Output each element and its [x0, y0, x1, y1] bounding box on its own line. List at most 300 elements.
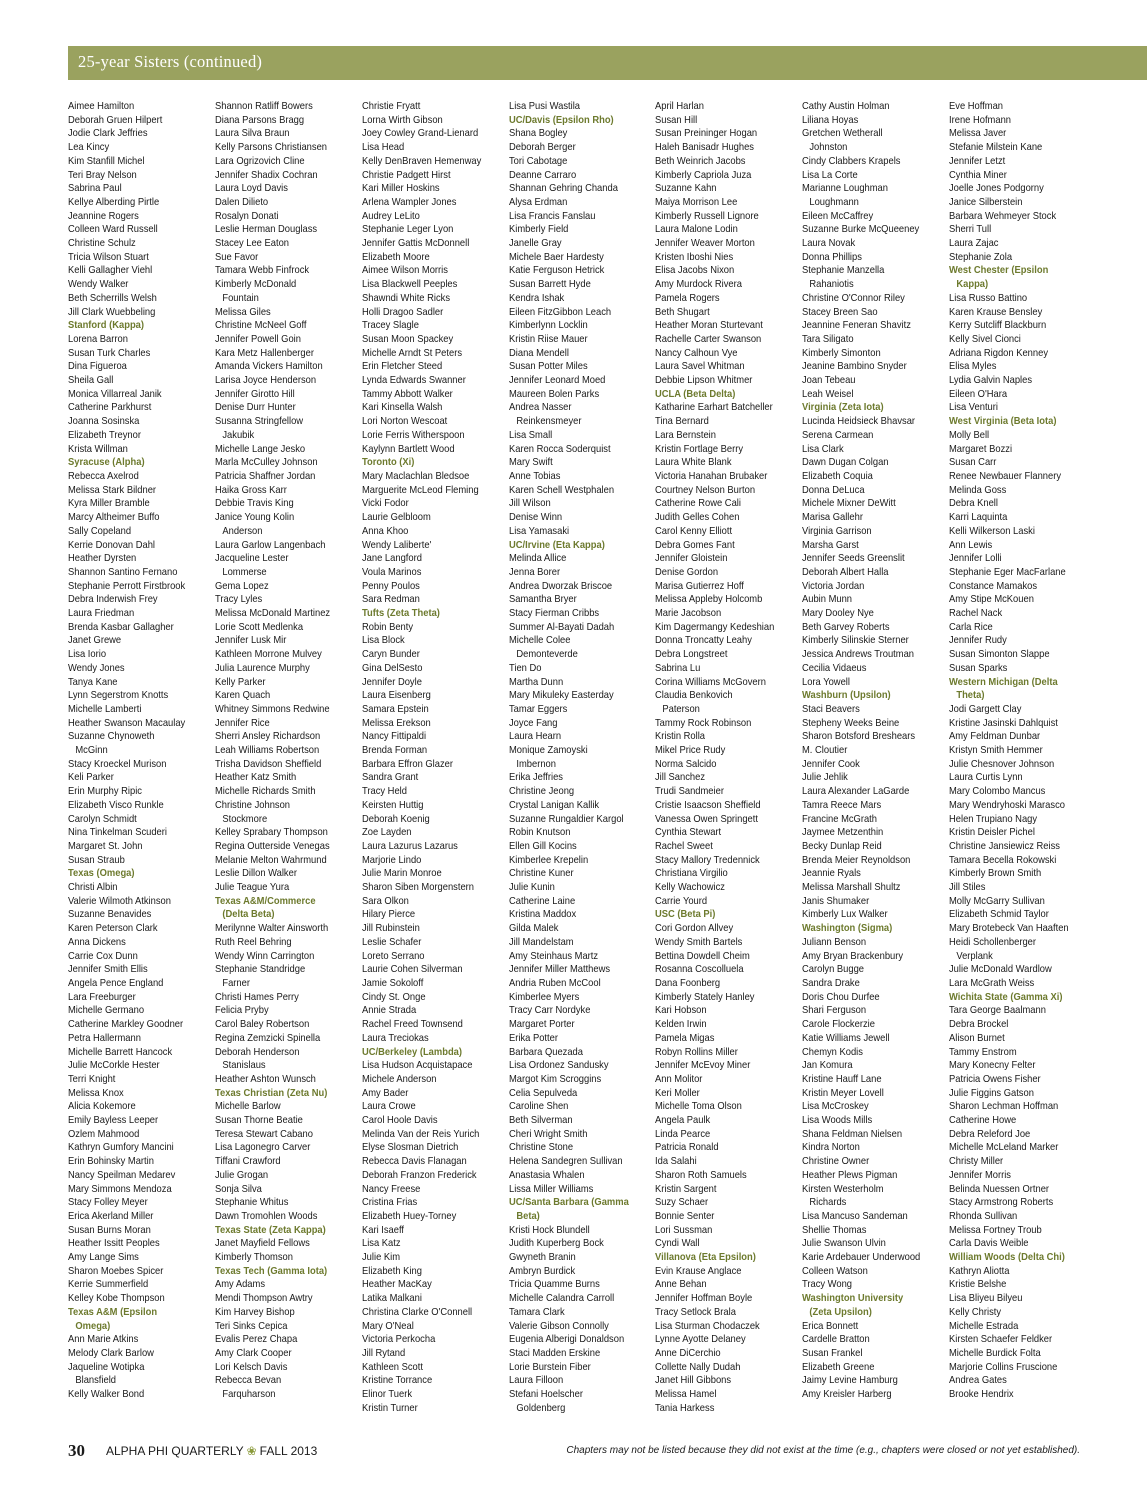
- chapter-heading: Virginia (Zeta Iota): [802, 402, 884, 414]
- sister-name: Melissa Stark Bildner: [68, 484, 157, 496]
- sister-name: Ruth Reel Behring: [215, 936, 292, 948]
- sister-name: Carol Hoole Davis: [362, 1115, 438, 1127]
- sister-name: Elizabeth King: [362, 1265, 422, 1277]
- sister-name: Marsha Garst: [802, 539, 859, 551]
- sister-name: Suzanne Benavides: [68, 909, 152, 921]
- chapter-heading: Kappa): [956, 279, 989, 291]
- sister-name: Rachel Nack: [949, 608, 1003, 620]
- sister-name: Holli Dragoo Sadler: [362, 306, 444, 318]
- sister-name: Jennifer Doyle: [362, 676, 422, 688]
- chapter-heading: Texas Christian (Zeta Nu): [215, 1087, 328, 1099]
- sister-name: Deborah Berger: [509, 142, 576, 154]
- sister-name: Stephanie Whitus: [215, 1197, 289, 1209]
- sister-name: Virginia Garrison: [802, 525, 872, 537]
- sister-name: Laura Treciokas: [362, 1032, 429, 1044]
- sister-name: Cori Gordon Allvey: [655, 923, 734, 935]
- sister-name: Leslie Herman Douglass: [215, 224, 318, 236]
- sister-name: Jane Langford: [362, 553, 422, 565]
- sister-name: Suzanne Kahn: [655, 183, 717, 195]
- sister-name: Barbara Effron Glazer: [362, 758, 453, 770]
- sister-name: Beth Shugart: [655, 306, 710, 318]
- sister-name: Cardelle Bratton: [802, 1334, 870, 1346]
- sister-name: Ambryn Burdick: [509, 1265, 576, 1277]
- sister-name: Wendy Smith Bartels: [655, 936, 743, 948]
- sister-name: Suzanne Rungaldier Kargol: [509, 813, 624, 825]
- list-column-3: [362, 100, 494, 1416]
- chapter-heading: Washburn (Upsilon): [802, 690, 891, 702]
- sister-name: Emily Bayless Leeper: [68, 1115, 159, 1127]
- sister-name: Christine Jeong: [509, 786, 575, 798]
- sister-name: Elizabeth Schmid Taylor: [949, 909, 1049, 921]
- sister-name: Kerry Sutcliff Blackburn: [949, 320, 1047, 332]
- chapter-heading: Washington (Sigma): [802, 923, 893, 935]
- sister-name: Lori Norton Wescoat: [362, 416, 448, 428]
- sister-name: Stockmore: [222, 813, 268, 825]
- sister-name: Trisha Davidson Sheffield: [215, 758, 322, 770]
- sister-name: Kaylynn Bartlett Wood: [362, 443, 455, 455]
- sister-name: Michele Anderson: [362, 1073, 437, 1085]
- sister-name: Kelly Walker Bond: [68, 1389, 145, 1401]
- sister-name: Kathryn Aliotta: [949, 1265, 1010, 1277]
- sister-name: Christine Stone: [509, 1142, 574, 1154]
- sister-name: Lisa La Corte: [802, 169, 858, 181]
- sister-name: Joan Tebeau: [802, 375, 856, 387]
- sister-name: Joanna Sosinska: [68, 416, 140, 428]
- sister-name: Stephanie Leger Lyon: [362, 224, 454, 236]
- sister-name: Julie Jehlik: [802, 772, 848, 784]
- sister-name: Janet Mayfield Fellows: [215, 1238, 310, 1250]
- issue-label: FALL 2013: [259, 1444, 318, 1458]
- sister-name: Ozlem Mahmood: [68, 1128, 140, 1140]
- chapter-heading: Omega): [75, 1320, 111, 1332]
- sister-name: Jill Stiles: [949, 882, 986, 894]
- sister-name: Margaret St. John: [68, 840, 143, 852]
- sister-name: Heather Ashton Wunsch: [215, 1073, 316, 1085]
- sister-name: Julie Teague Yura: [215, 882, 290, 894]
- sister-name: Jill Clark Wuebbeling: [68, 306, 156, 318]
- sister-name: Lynda Edwards Swanner: [362, 375, 466, 387]
- sister-name: Ann Marie Atkins: [68, 1334, 139, 1346]
- sister-name: Sabrina Paul: [68, 183, 122, 195]
- sister-name: Amy Bader: [362, 1087, 409, 1099]
- sister-name: Rachel Freed Townsend: [362, 1019, 463, 1031]
- sister-name: Judith Kuperberg Bock: [509, 1238, 604, 1250]
- sister-name: Kimberly Field: [509, 224, 569, 236]
- sister-name: Annie Strada: [362, 1005, 417, 1017]
- sister-name: Cindy St. Onge: [362, 991, 426, 1003]
- sister-name: Melissa Appleby Holcomb: [655, 594, 763, 606]
- sister-name: Kara Metz Hallenberger: [215, 347, 314, 359]
- sister-name: Karen Krause Bensley: [949, 306, 1043, 318]
- sister-name: Richards: [809, 1197, 847, 1209]
- sister-name: Patricia Ronald: [655, 1142, 719, 1154]
- sister-name: Angela Paulk: [655, 1115, 711, 1127]
- sister-name: Kim Dagermangy Kedeshian: [655, 621, 775, 633]
- sister-name: Kimberlee Krepelin: [509, 854, 589, 866]
- sister-name: Jodie Clark Jeffries: [68, 128, 148, 140]
- sister-name: Voula Marinos: [362, 566, 422, 578]
- sister-name: Molly McGarry Sullivan: [949, 895, 1045, 907]
- sister-name: Kristin Rolla: [655, 731, 706, 743]
- sister-name: Susan Straub: [68, 854, 125, 866]
- sister-name: Beth Weinrich Jacobs: [655, 155, 746, 167]
- sister-name: Anastasia Whalen: [509, 1169, 585, 1181]
- sister-name: Jacqueline Lester: [215, 553, 289, 565]
- sister-name: Julia Laurence Murphy: [215, 662, 310, 674]
- sister-name: Elinor Tuerk: [362, 1389, 413, 1401]
- sister-name: Kirsten Westerholm: [802, 1183, 884, 1195]
- sister-name: Jennifer Rice: [215, 717, 270, 729]
- sister-name: Latika Malkani: [362, 1293, 422, 1305]
- sister-name: Stephanie Perrott Firstbrook: [68, 580, 186, 592]
- sister-name: Katharine Earhart Batcheller: [655, 402, 773, 414]
- chapter-heading: Beta): [516, 1210, 540, 1222]
- sister-name: Barbara Quezada: [509, 1046, 583, 1058]
- sister-name: Nancy Speilman Medarev: [68, 1169, 176, 1181]
- sister-name: Serena Carmean: [802, 429, 874, 441]
- sister-name: Chemyn Kodis: [802, 1046, 863, 1058]
- sister-name: Stephanie Standridge: [215, 964, 306, 976]
- sister-name: Lisa Block: [362, 635, 405, 647]
- sister-name: Hilary Pierce: [362, 909, 416, 921]
- sister-name: Laura Crowe: [362, 1101, 416, 1113]
- sister-name: Alysa Erdman: [509, 196, 568, 208]
- sister-name: Jill Rubinstein: [362, 923, 420, 935]
- sister-name: Christine O'Connor Riley: [802, 292, 905, 304]
- sister-name: Victoria Perkocha: [362, 1334, 436, 1346]
- sister-name: Jamie Sokoloff: [362, 978, 424, 989]
- sister-name: Susan Turk Charles: [68, 347, 151, 359]
- sister-name: Tamar Eggers: [509, 703, 568, 715]
- sister-name: Debra Knell: [949, 498, 998, 510]
- sister-name: Jeannine Feneran Shavitz: [802, 320, 911, 332]
- chapter-heading: Texas Tech (Gamma Iota): [215, 1265, 328, 1277]
- sister-name: Jennifer Lolli: [949, 553, 1002, 565]
- sister-name: Michelle Lamberti: [68, 703, 142, 715]
- sister-name: Kelly Parker: [215, 676, 266, 688]
- sister-name: Lisa Head: [362, 142, 405, 154]
- sister-name: Kristin Meyer Lovell: [802, 1087, 884, 1099]
- sister-name: Andrea Gates: [949, 1375, 1007, 1387]
- sister-name: Lisa Clark: [802, 443, 844, 455]
- sister-name: Amy Murdock Rivera: [655, 279, 742, 291]
- sister-name: Christy Miller: [949, 1156, 1004, 1168]
- sister-name: Jennifer Rudy: [949, 635, 1007, 647]
- sister-name: Nina Tinkelman Scuderi: [68, 827, 167, 839]
- chapter-heading: (Delta Beta): [222, 909, 275, 921]
- sister-name: Shari Ferguson: [802, 1005, 867, 1017]
- sister-name: Christine Johnson: [215, 799, 291, 811]
- sister-name: Susan Thorne Beatie: [215, 1115, 303, 1127]
- sister-name: Michelle Richards Smith: [215, 786, 316, 798]
- sister-name: Anne DiCerchio: [655, 1347, 721, 1359]
- sister-name: Cyndi Wall: [655, 1238, 700, 1250]
- sister-name: Susan Preininger Hogan: [655, 128, 758, 140]
- sister-name: Jennifer Powell Goin: [215, 333, 301, 345]
- section-header-bar: [68, 46, 1147, 80]
- sister-name: Farquharson: [222, 1389, 276, 1401]
- sister-name: Tina Bernard: [655, 416, 709, 428]
- sister-name: Michelle Lange Jesko: [215, 443, 306, 455]
- sister-name: Victoria Jordan: [802, 580, 865, 592]
- sister-name: Melissa McDonald Martinez: [215, 608, 331, 620]
- sister-name: Kristin Deisler Pichel: [949, 827, 1035, 839]
- sister-name: Lynn Segerstrom Knotts: [68, 690, 169, 702]
- sister-name: Laura Novak: [802, 238, 856, 250]
- sister-name: Michele Mixner DeWitt: [802, 498, 896, 510]
- sister-name: Keli Parker: [68, 772, 114, 784]
- sister-name: Lisa Blackwell Peeples: [362, 279, 458, 291]
- sister-name: Jennifer Smith Ellis: [68, 964, 148, 976]
- sister-name: Suzy Schaer: [655, 1197, 709, 1209]
- sister-name: Lisa Ordonez Sandusky: [509, 1060, 609, 1072]
- sister-name: Evalis Perez Chapa: [215, 1334, 298, 1346]
- sister-name: Denise Winn: [509, 512, 563, 524]
- sister-name: Janice Young Kolin: [215, 512, 295, 524]
- sister-name: Kathryn Gumfory Mancini: [68, 1142, 174, 1154]
- sister-name: Blansfield: [75, 1375, 117, 1387]
- sister-name: Tamara Clark: [509, 1306, 565, 1318]
- sister-name: Susan Barrett Hyde: [509, 279, 591, 291]
- chapter-heading: Wichita State (Gamma Xi): [949, 991, 1063, 1003]
- sister-name: Christi Albin: [68, 882, 118, 894]
- sister-name: Kimberly Silinskie Sterner: [802, 635, 909, 647]
- sister-name: Gema Lopez: [215, 580, 269, 592]
- section-title: 25-year Sisters (continued): [78, 52, 263, 71]
- sister-name: Melissa Giles: [215, 306, 271, 318]
- sister-name: Dawn Tromohlen Woods: [215, 1210, 318, 1222]
- sister-name: Colleen Ward Russell: [68, 224, 158, 236]
- chapter-heading: UC/Davis (Epsilon Rho): [509, 114, 614, 126]
- sister-name: Rahaniotis: [809, 279, 854, 291]
- sister-name: Janice Silberstein: [949, 196, 1023, 208]
- sister-name: Stacy Kroeckel Murison: [68, 758, 167, 770]
- sister-name: Michelle Burdick Folta: [949, 1347, 1041, 1359]
- sister-name: Kyra Miller Bramble: [68, 498, 150, 510]
- sister-name: Summer Al-Bayati Dadah: [509, 621, 615, 633]
- sister-name: Marie Jacobson: [655, 608, 722, 620]
- sister-name: Rebecca Davis Flanagan: [362, 1156, 467, 1168]
- sister-name: Merilynne Walter Ainsworth: [215, 923, 329, 935]
- sister-name: Beth Scherrills Welsh: [68, 292, 157, 304]
- sister-name: Tien Do: [509, 662, 542, 674]
- sister-name: Laura Lazurus Lazarus: [362, 840, 458, 852]
- sister-name: Loughmann: [809, 196, 859, 208]
- sister-name: Lisa Small: [509, 429, 553, 441]
- sister-name: Kristin Riise Mauer: [509, 333, 588, 345]
- sister-name: Michelle Barrett Hancock: [68, 1046, 173, 1058]
- sister-name: Keirsten Huttig: [362, 799, 424, 811]
- sister-name: Kimberly Capriola Juza: [655, 169, 752, 181]
- chapter-heading: UC/Santa Barbara (Gamma: [509, 1197, 629, 1209]
- sister-name: Tanya Kane: [68, 676, 118, 688]
- sister-name: Cheri Wright Smith: [509, 1128, 588, 1140]
- sister-name: Marisa Gallehr: [802, 512, 863, 524]
- list-column-4: [509, 100, 641, 1416]
- sister-name: Carolyn Schmidt: [68, 813, 137, 825]
- sister-name: Mary O'Neal: [362, 1320, 414, 1332]
- sister-name: Julie Grogan: [215, 1169, 269, 1181]
- sister-name: Mendi Thompson Awtry: [215, 1293, 313, 1305]
- sister-name: Haleh Banisadr Hughes: [655, 142, 755, 154]
- sister-name: Larisa Joyce Henderson: [215, 375, 317, 387]
- sister-name: Kristi Hock Blundell: [509, 1224, 590, 1236]
- sister-name: Stanislaus: [222, 1060, 266, 1072]
- sister-name: Courtney Nelson Burton: [655, 484, 756, 496]
- sister-name: Shannon Santino Fernano: [68, 566, 178, 578]
- sister-name: Stacy Mallory Tredennick: [655, 854, 760, 866]
- sister-name: Cynthia Stewart: [655, 827, 722, 839]
- sister-name: Jennifer McEvoy Miner: [655, 1060, 751, 1072]
- sister-name: Carole Flockerzie: [802, 1019, 875, 1031]
- sister-name: Molly Bell: [949, 429, 990, 441]
- sister-name: Melissa Marshall Shultz: [802, 882, 901, 894]
- sister-name: Catherine Parkhurst: [68, 402, 152, 414]
- sister-name: Kelley Kobe Thompson: [68, 1293, 165, 1305]
- sister-name: Shawndi White Ricks: [362, 292, 451, 304]
- sister-name: Francine McGrath: [802, 813, 878, 825]
- sister-name: Amy Lange Sims: [68, 1252, 139, 1264]
- sister-name: Lori Sussman: [655, 1224, 713, 1236]
- sister-name: Kimberly Brown Smith: [949, 868, 1042, 880]
- sister-name: Kelly Wachowicz: [655, 882, 725, 894]
- sister-name: Laura Loyd Davis: [215, 183, 288, 195]
- sister-name: Ellen Gill Kocins: [509, 840, 577, 852]
- sister-name: Elizabeth Visco Runkle: [68, 799, 164, 811]
- sister-name: Stacy Fierman Cribbs: [509, 608, 600, 620]
- sister-name: Susan Hill: [655, 114, 698, 126]
- sister-name: Laura Alexander LaGarde: [802, 786, 910, 798]
- sister-name: Lara Ogrizovich Cline: [215, 155, 305, 167]
- sister-name: Leah Weisel: [802, 388, 854, 400]
- sister-name: Rebecca Axelrod: [68, 470, 139, 482]
- sister-name: Carla Rice: [949, 621, 993, 633]
- sister-name: Katie Ferguson Hetrick: [509, 265, 605, 277]
- sister-name: Brenda Kasbar Gallagher: [68, 621, 174, 633]
- sister-name: Vicki Fodor: [362, 498, 409, 510]
- sister-name: Kindra Norton: [802, 1142, 860, 1154]
- chapter-heading: Syracuse (Alpha): [68, 457, 145, 469]
- sister-name: Paterson: [662, 703, 700, 715]
- sister-name: Jill Sanchez: [655, 772, 706, 784]
- sister-name: Goldenberg: [516, 1402, 566, 1414]
- sister-name: Keri Moller: [655, 1087, 700, 1099]
- sister-name: Catherine Markley Goodner: [68, 1019, 184, 1031]
- chapter-heading: UCLA (Beta Delta): [655, 388, 736, 400]
- magazine-name: [106, 1444, 317, 1458]
- sister-name: Tammy Enstrom: [949, 1046, 1017, 1058]
- sister-name: Tara George Baalmann: [949, 1005, 1046, 1017]
- sister-name: Erica Bonnett: [802, 1320, 859, 1332]
- sister-name: Jessica Andrews Troutman: [802, 649, 915, 661]
- sister-name: Renee Newbauer Flannery: [949, 470, 1062, 482]
- sister-name: Rosalyn Donati: [215, 210, 279, 222]
- sister-name: Kathleen Morrone Mulvey: [215, 649, 322, 661]
- sister-name: Christine Owner: [802, 1156, 870, 1168]
- magazine-title: ALPHA PHI QUARTERLY: [106, 1444, 244, 1458]
- sister-name: Elyse Slosman Dietrich: [362, 1142, 459, 1154]
- sister-name: Kelden Irwin: [655, 1019, 707, 1031]
- sister-name: Anna Dickens: [68, 936, 126, 948]
- sister-name: Kari Hobson: [655, 1005, 707, 1017]
- sister-name: Kimberlynn Locklin: [509, 320, 588, 332]
- sister-name: Lorie Burstein Fiber: [509, 1361, 591, 1373]
- sister-name: Kelly Christy: [949, 1306, 1002, 1318]
- footer-note: Chapters may not be listed because they did not exist at the time (e.g., chapters were closed or not yet established).: [566, 1445, 1080, 1456]
- sister-name: Deborah Henderson: [215, 1046, 300, 1058]
- sister-name: Crystal Lanigan Kallik: [509, 799, 600, 811]
- sister-name: Kirsten Schaefer Feldker: [949, 1334, 1053, 1346]
- sister-name: Susan Potter Miles: [509, 361, 588, 373]
- sister-name: Melissa Hamel: [655, 1389, 717, 1401]
- sister-name: April Harlan: [655, 101, 704, 112]
- sister-name: Amy Adams: [215, 1279, 266, 1291]
- list-column-6: [802, 100, 934, 1402]
- sister-name: Lorna Wirth Gibson: [362, 114, 443, 126]
- sister-name: Michele Baer Hardesty: [509, 251, 604, 263]
- chapter-heading: (Zeta Upsilon): [809, 1306, 872, 1318]
- sister-name: Erin Bohinsky Martin: [68, 1156, 154, 1168]
- sister-name: Lucinda Heidsieck Bhavsar: [802, 416, 916, 428]
- sister-name: Lisa Lagonegro Carver: [215, 1142, 311, 1154]
- sister-name: Catherine Rowe Cali: [655, 498, 741, 510]
- sister-name: Rosanna Coscolluela: [655, 964, 744, 976]
- sister-name: Wendy Jones: [68, 662, 125, 674]
- sister-name: Samara Epstein: [362, 703, 429, 715]
- sister-name: Jennifer Lusk Mir: [215, 635, 287, 647]
- sister-name: Bettina Dowdell Cheim: [655, 950, 750, 962]
- sister-name: Lisa Venturi: [949, 402, 998, 414]
- sister-name: Marjorie Collins Fruscione: [949, 1361, 1058, 1373]
- sister-name: Debra Brockel: [949, 1019, 1009, 1031]
- sister-name: Susan Burns Moran: [68, 1224, 151, 1236]
- chapter-heading: Texas (Omega): [68, 868, 135, 880]
- sister-name: Linda Pearce: [655, 1128, 711, 1140]
- sister-name: Eileen McCaffrey: [802, 210, 874, 222]
- sister-name: Rachel Sweet: [655, 840, 713, 852]
- sister-name: Heather Dyrsten: [68, 553, 137, 565]
- sister-name: Heidi Schollenberger: [949, 936, 1037, 948]
- sister-name: Anne Behan: [655, 1279, 707, 1291]
- sister-name: Amy Bryan Brackenbury: [802, 950, 904, 962]
- sister-name: Lisa McCroskey: [802, 1101, 869, 1113]
- sister-name: Laura Silva Braun: [215, 128, 290, 140]
- sister-name: Heather Issitt Peoples: [68, 1238, 160, 1250]
- sister-name: Julie Swanson Ulvin: [802, 1238, 886, 1250]
- sister-name: Karri Laquinta: [949, 512, 1008, 524]
- sister-name: Marla McCulley Johnson: [215, 457, 318, 469]
- sister-name: Krista Willman: [68, 443, 128, 455]
- sister-name: Laura White Blank: [655, 457, 732, 469]
- sister-name: Jennifer Seeds Greenslit: [802, 553, 905, 565]
- sister-name: Gwyneth Branin: [509, 1252, 576, 1264]
- sister-name: Stephanie Manzella: [802, 265, 885, 277]
- sister-name: Christine Schulz: [68, 238, 136, 250]
- sister-name: Amy Stipe McKouen: [949, 594, 1034, 606]
- sister-name: Erika Jeffries: [509, 772, 564, 784]
- sister-name: Sharon Roth Samuels: [655, 1169, 747, 1181]
- sister-name: Leslie Dillon Walker: [215, 868, 297, 880]
- sister-name: Elisa Jacobs Nixon: [655, 265, 735, 277]
- sister-name: Tricia Quamme Burns: [509, 1279, 600, 1291]
- sister-name: Kendra Ishak: [509, 292, 565, 304]
- sister-name: Ida Salahi: [655, 1156, 697, 1168]
- sister-name: Deborah Koenig: [362, 813, 430, 825]
- sister-name: Denise Gordon: [655, 566, 719, 578]
- sister-name: Tammy Rock Robinson: [655, 717, 752, 729]
- chapter-heading: Western Michigan (Delta: [949, 676, 1058, 688]
- sister-name: Adriana Rigdon Kenney: [949, 347, 1049, 359]
